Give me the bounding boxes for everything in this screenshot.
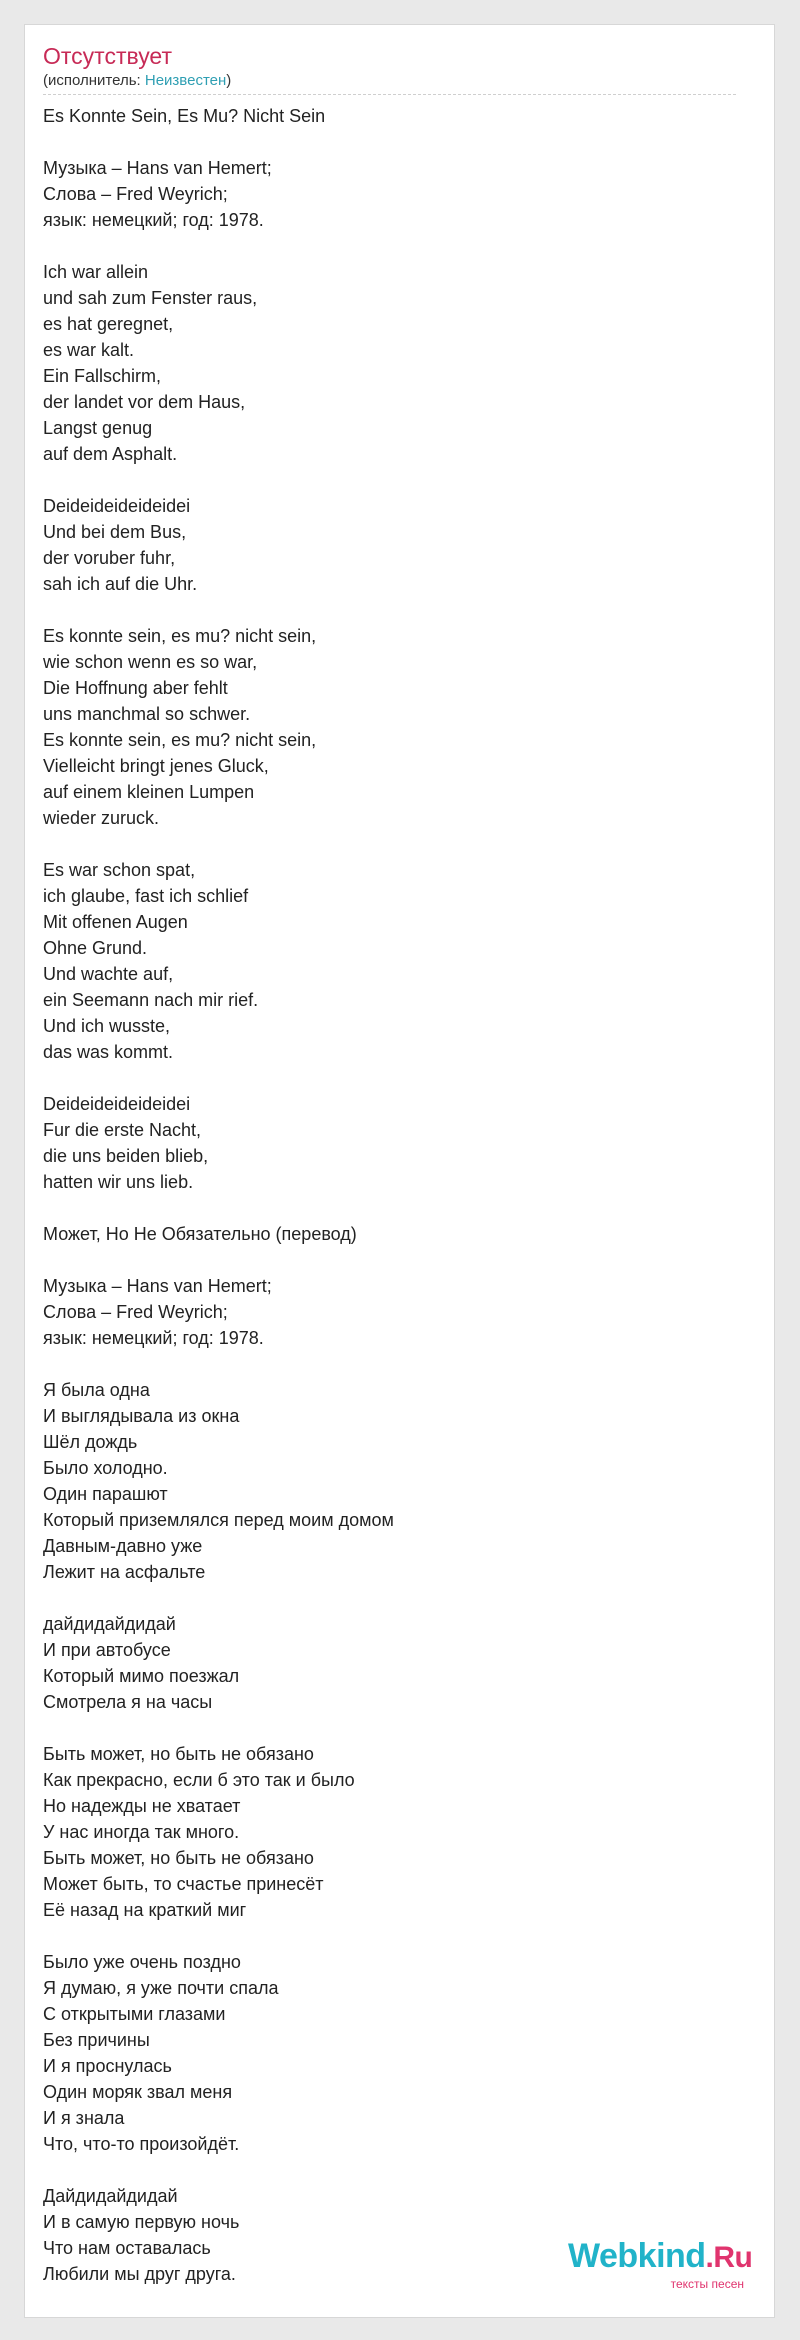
- lyrics-line: Es konnte sein, es mu? nicht sein,: [43, 626, 317, 646]
- lyrics-line: Шёл дождь: [43, 1432, 138, 1452]
- lyrics-line: wieder zuruck.: [43, 808, 160, 828]
- lyrics-blank-line: [43, 1195, 743, 1221]
- artist-link[interactable]: Неизвестен: [144, 72, 227, 89]
- lyrics-line: der voruber fuhr,: [43, 548, 176, 568]
- lyrics-line: Который приземлялся перед моим домом: [43, 1510, 394, 1530]
- lyrics-line: Слова – Fred Weyrich;: [43, 184, 228, 204]
- lyrics-line: Ich war allein: [43, 262, 149, 282]
- lyrics-line: Лежит на асфальте: [43, 1562, 206, 1582]
- lyrics-blank-line: [43, 1585, 743, 1611]
- lyrics-line: Es war schon spat,: [43, 860, 196, 880]
- lyrics-line: Es Konnte Sein, Es Mu? Nicht Sein: [43, 106, 326, 126]
- lyrics-line: язык: немецкий; год: 1978.: [43, 210, 264, 230]
- logo-main-text: Webkind: [568, 2237, 706, 2275]
- lyrics-line: И в самую первую ночь: [43, 2212, 240, 2232]
- lyrics-line: Который мимо поезжал: [43, 1666, 240, 1686]
- lyrics-blank-line: [43, 129, 743, 155]
- lyrics-line: Langst genug: [43, 418, 153, 438]
- lyrics-line: Слова – Fred Weyrich;: [43, 1302, 228, 1322]
- artist-suffix: ): [226, 72, 232, 89]
- lyrics-blank-line: [43, 1247, 743, 1273]
- lyrics-line: ich glaube, fast ich schlief: [43, 886, 249, 906]
- lyrics-line: С открытыми глазами: [43, 2004, 226, 2024]
- artist-prefix: (исполнитель:: [43, 72, 145, 89]
- lyrics-line: И выглядывала из окна: [43, 1406, 240, 1426]
- lyrics-line: Давным-давно уже: [43, 1536, 203, 1556]
- lyrics-blank-line: [43, 2157, 743, 2183]
- song-title: Отсутствует: [43, 43, 172, 69]
- lyrics-line: дайдидайдидай: [43, 1614, 176, 1634]
- lyrics-blank-line: [43, 1351, 743, 1377]
- lyrics-line: Было холодно.: [43, 1458, 168, 1478]
- logo-tagline: тексты песен: [670, 2277, 744, 2291]
- lyrics-line: Und ich wusste,: [43, 1016, 171, 1036]
- lyrics-line: uns manchmal so schwer.: [43, 704, 251, 724]
- lyrics-line: hatten wir uns lieb.: [43, 1172, 194, 1192]
- lyrics-line: die uns beiden blieb,: [43, 1146, 209, 1166]
- lyrics-body: [43, 103, 743, 2287]
- lyrics-line: Что, что-то произойдёт.: [43, 2134, 240, 2154]
- lyrics-line: Что нам оставалась: [43, 2238, 211, 2258]
- lyrics-line: Один парашют: [43, 1484, 168, 1504]
- lyrics-line: Любили мы друг друга.: [43, 2264, 236, 2284]
- lyrics-line: И я проснулась: [43, 2056, 172, 2076]
- lyrics-line: es war kalt.: [43, 340, 135, 360]
- lyrics-line: Без причины: [43, 2030, 150, 2050]
- lyrics-line: Я думаю, я уже почти спала: [43, 1978, 279, 1998]
- logo-suffix: .Ru: [705, 2241, 753, 2274]
- lyrics-line: язык: немецкий; год: 1978.: [43, 1328, 264, 1348]
- lyrics-line: auf einem kleinen Lumpen: [43, 782, 255, 802]
- lyrics-line: Дайдидайдидай: [43, 2186, 178, 2206]
- site-logo[interactable]: [568, 2237, 753, 2293]
- lyrics-line: Deideideideideidei: [43, 496, 191, 516]
- lyrics-blank-line: [43, 597, 743, 623]
- lyrics-line: Смотрела я на часы: [43, 1692, 213, 1712]
- lyrics-line: Die Hoffnung aber fehlt: [43, 678, 228, 698]
- lyrics-line: Es konnte sein, es mu? nicht sein,: [43, 730, 317, 750]
- lyrics-line: Её назад на краткий миг: [43, 1900, 247, 1920]
- lyrics-line: der landet vor dem Haus,: [43, 392, 246, 412]
- logo-wordmark: [568, 2237, 753, 2277]
- lyrics-blank-line: [43, 467, 743, 493]
- lyrics-line: Ein Fallschirm,: [43, 366, 162, 386]
- lyrics-blank-line: [43, 233, 743, 259]
- lyrics-line: Как прекрасно, если б это так и было: [43, 1770, 355, 1790]
- lyrics-line: Mit offenen Augen: [43, 912, 188, 932]
- lyrics-line: Музыка – Hans van Hemert;: [43, 158, 272, 178]
- lyrics-line: ein Seemann nach mir rief.: [43, 990, 259, 1010]
- header-divider: [43, 94, 736, 95]
- lyrics-line: und sah zum Fenster raus,: [43, 288, 258, 308]
- lyrics-line: auf dem Asphalt.: [43, 444, 178, 464]
- lyrics-line: Vielleicht bringt jenes Gluck,: [43, 756, 269, 776]
- lyrics-line: das was kommt.: [43, 1042, 174, 1062]
- lyrics-line: wie schon wenn es so war,: [43, 652, 258, 672]
- lyrics-line: Я была одна: [43, 1380, 150, 1400]
- lyrics-line: Fur die erste Nacht,: [43, 1120, 202, 1140]
- lyrics-line: И я знала: [43, 2108, 125, 2128]
- lyrics-line: Может, Но Не Обязательно (перевод): [43, 1224, 357, 1244]
- lyrics-line: Но надежды не хватает: [43, 1796, 241, 1816]
- lyrics-line: Deideideideideidei: [43, 1094, 191, 1114]
- lyrics-blank-line: [43, 831, 743, 857]
- lyrics-line: У нас иногда так много.: [43, 1822, 240, 1842]
- artist-line: [43, 71, 231, 91]
- lyrics-line: sah ich auf die Uhr.: [43, 574, 198, 594]
- lyrics-line: Было уже очень поздно: [43, 1952, 241, 1972]
- lyrics-line: Может быть, то счастье принесёт: [43, 1874, 324, 1894]
- lyrics-line: И при автобусе: [43, 1640, 171, 1660]
- lyrics-blank-line: [43, 1715, 743, 1741]
- lyrics-blank-line: [43, 1065, 743, 1091]
- lyrics-line: Быть может, но быть не обязано: [43, 1744, 314, 1764]
- lyrics-blank-line: [43, 1923, 743, 1949]
- lyrics-line: Музыка – Hans van Hemert;: [43, 1276, 272, 1296]
- lyrics-line: Und bei dem Bus,: [43, 522, 187, 542]
- lyrics-card: [24, 24, 775, 2318]
- lyrics-line: Und wachte auf,: [43, 964, 174, 984]
- lyrics-line: Один моряк звал меня: [43, 2082, 233, 2102]
- lyrics-line: Ohne Grund.: [43, 938, 148, 958]
- lyrics-line: es hat geregnet,: [43, 314, 174, 334]
- lyrics-line: Быть может, но быть не обязано: [43, 1848, 314, 1868]
